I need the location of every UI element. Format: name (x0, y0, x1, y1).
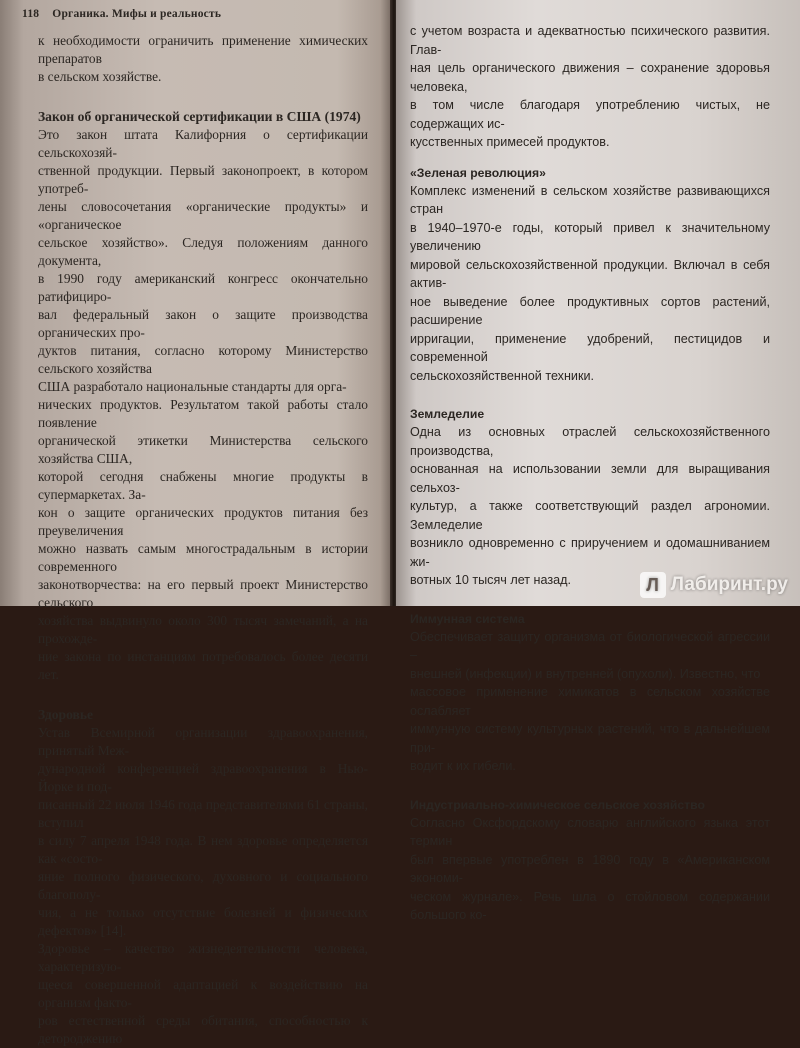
text-line: щееся совершенной адаптацией к воздействию на организм факто- (38, 977, 368, 1010)
running-head-title: Органика. Мифы и реальность (52, 8, 222, 20)
text-line: кусственных примесей продуктов. (410, 135, 610, 149)
text-line: водит к их гибели. (410, 759, 516, 773)
text-line: вотных 10 тысяч лет назад. (410, 573, 571, 587)
section2-body (38, 724, 368, 1048)
text-line: в 1940–1970-е годы, который привел к значительному увеличению (410, 220, 770, 253)
text-line: сельскохозяйственной техники. (410, 368, 594, 383)
entry2-body (410, 423, 770, 590)
text-line: дународной конференцией здравоохранения в Нью-Йорке и под- (38, 761, 368, 794)
entry-heading: Иммунная система (410, 611, 525, 626)
text-line: хозяйства выдвинуло около 300 тысяч замечаний, а на прохожде- (38, 613, 368, 646)
text-line: возникло одновременно с приручением и одомашниванием жи- (410, 536, 770, 569)
text-line: в 1990 году американский конгресс окончательно ратифициро- (38, 271, 368, 304)
labirint-watermark (640, 572, 788, 598)
text-line: ирригации, применение удобрений, пестицидов и современной (410, 331, 770, 364)
text-line: культур, а также соответствующий раздел агрономии. Земледелие (410, 499, 770, 532)
text-line: которой сегодня снабжены многие продукты в супермаркетах. За- (38, 469, 368, 502)
text-line: Устав Всемирной организации здравоохранения, принятый Меж- (38, 725, 368, 758)
text-line: кон о защите органических продуктов питания без преувеличения (38, 505, 368, 538)
left-page (0, 0, 392, 1046)
text-line: чия, а не только отсутствие болезней и физических дефектов» [14]. (38, 905, 368, 938)
text-line: можно назвать самым многострадальным в истории современного (38, 541, 368, 574)
text-line: Обеспечивает защиту организма от биологической агрессии – (410, 629, 770, 662)
text-line: лены словосочетания «органические продукты» и «органическое (38, 199, 368, 232)
right-page (396, 0, 800, 922)
text-line: Одна из основных отраслей сельскохозяйственного производства, (410, 425, 770, 458)
text-line: дуктов питания, согласно которому Министерство сельского хозяйства (38, 343, 368, 376)
text-line: к необходимости ограничить применение химических препаратов (38, 33, 368, 66)
text-line: внешней (инфекции) и внутренней (опухоли). Известно, что (410, 666, 761, 681)
text-line: органической этикетки Министерства сельского хозяйства США, (38, 433, 368, 466)
text-line: яние полного физического, духовного и социального благополу- (38, 869, 368, 902)
text-line: Согласно Оксфордскому словарю английского языка этот термин (410, 815, 770, 848)
text-line: законотворчества: на его первый проект Министерство сельского (38, 577, 368, 610)
text-line: иммунную систему культурных растений, что в дальнейшем при- (410, 722, 770, 755)
text-line: нических продуктов. Результатом такой работы стало появление (38, 397, 368, 430)
text-line: массовое применение химикатов в сельском хозяйстве ослабляет (410, 685, 770, 718)
text-line: вал федеральный закон о защите производства органических про- (38, 307, 368, 340)
left-intro (38, 32, 368, 86)
text-line: в сельском хозяйстве. (38, 69, 162, 84)
right-intro (410, 22, 770, 152)
section1-body (38, 126, 368, 684)
text-line: мировой сельскохозяйственной продукции. Включал в себя актив- (410, 257, 770, 290)
text-line: был впервые употреблен в 1890 году в «Американском экономи- (410, 852, 770, 885)
text-line: Комплекс изменений в сельском хозяйстве развивающихся стран (410, 183, 770, 216)
text-line: основанная на использовании земли для выращивания сельхоз- (410, 462, 770, 495)
text-line: ние закона по инстанциям потребовалось более десяти лет. (38, 649, 368, 682)
labirint-logo-icon: Л (640, 572, 666, 598)
text-line: с учетом возраста и адекватностью психического развития. Глав- (410, 24, 770, 57)
entry3-body (410, 628, 770, 776)
text-line: ческом журнале». Речь шла о стойловом содержании большого ко- (410, 889, 770, 922)
text-line: в силу 7 апреля 1948 года. В нем здоровье определяется как «состо- (38, 833, 368, 866)
text-line: Здоровье – качество жизнедеятельности человека, характеризую- (38, 941, 368, 974)
text-line: США разработало национальные стандарты для орга- (38, 379, 347, 394)
page-number: 118 (22, 8, 40, 20)
section-heading: Здоровье (38, 707, 94, 722)
text-line: в том числе благодаря употреблению чистых, не содержащих ис- (410, 98, 770, 131)
entry-heading: «Зеленая революция» (410, 165, 546, 180)
text-line: ная цель органического движения – сохранение здоровья человека, (410, 61, 770, 94)
text-line: ров естественной среды обитания, способностью к детороджению (38, 1013, 368, 1046)
entry1-body (410, 182, 770, 386)
text-line: Это закон штата Калифорния о сертификации сельскохозяй- (38, 127, 368, 160)
watermark-text: Лабиринт.ру (670, 574, 788, 595)
text-line: ное выведение более продуктивных сортов растений, расширение (410, 294, 770, 327)
entry-heading: Земледелие (410, 407, 485, 421)
text-line: сельское хозяйство». Следуя положениям данного документа, (38, 235, 368, 268)
text-line: ственной продукции. Первый законопроект, в котором употреб- (38, 163, 368, 196)
running-head (22, 8, 368, 20)
entry-heading: Индустриально-химическое сельское хозяйство (410, 797, 705, 812)
section-heading: Закон об органической сертификации в США (1974) (38, 109, 361, 124)
text-line: писанный 22 июля 1946 года представителями 61 страны, вступил (38, 797, 368, 830)
entry4-body (410, 814, 770, 925)
